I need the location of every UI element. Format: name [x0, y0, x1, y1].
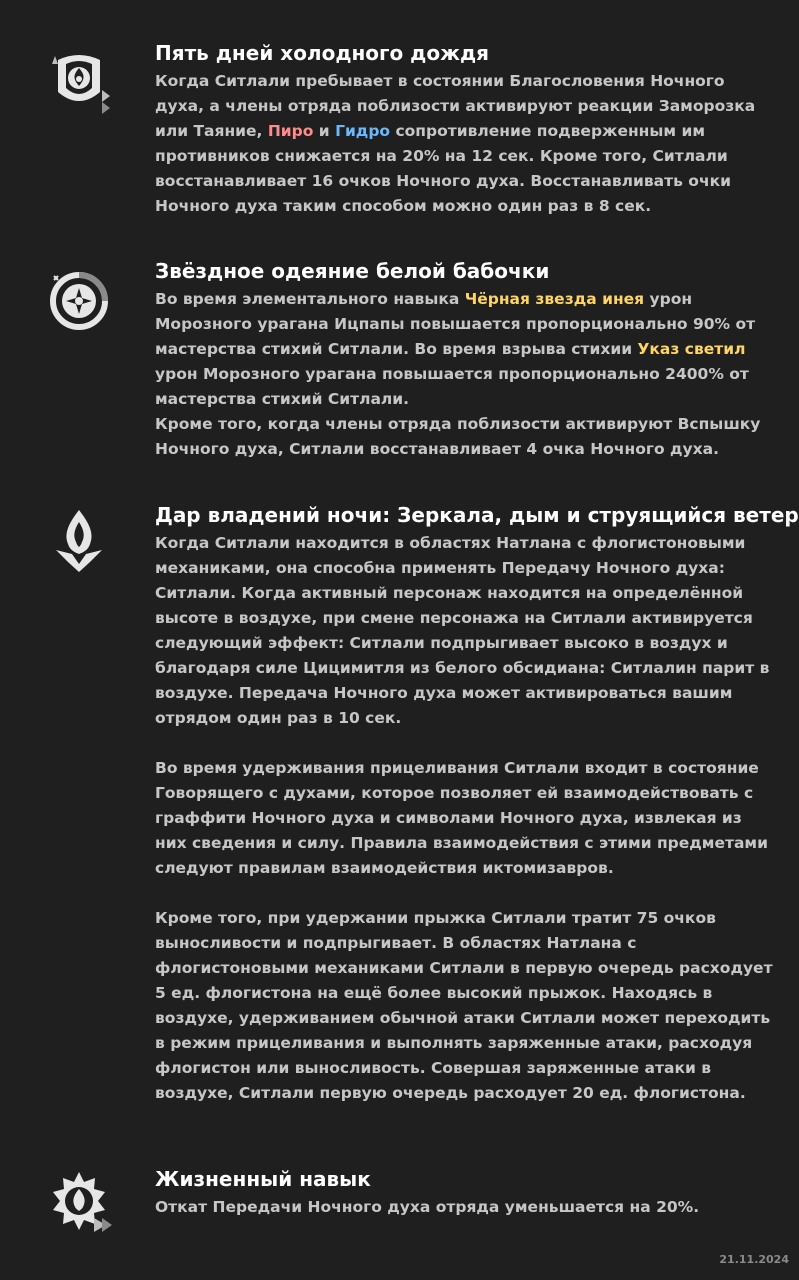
talent-title: Дар владений ночи: Зеркала, дым и струящийся ветер	[155, 503, 799, 527]
talent-paragraph-1: Когда Ситлали находится в областях Натлана с флогистоновыми механиками, она способна применять Передачу Ночного духа: Ситлали. Когда активный персонаж находится на определённой высоте в воздухе, при смене персонажа на Ситлали активируется следующий эффект: Ситлали подпрыгивает высоко в воздух и благодаря силе Цицимитля из белого обсидиана: Ситлалин парит в воздухе. Передача Ночного духа может активироваться вашим отрядом один раз в 10 сек.	[155, 534, 770, 727]
star-ring-icon	[44, 266, 114, 336]
hydro-keyword: Гидро	[335, 122, 391, 140]
sun-flame-chevron-icon	[44, 1168, 114, 1238]
text-segment: сопротивление подверженным им противников снижается на 20% на 12 сек. Кроме того, Ситлали восстанавливает 16 очков Ночного духа. Восстанавливать очки Ночного духа таким способом можно один раз в 8 сек.	[155, 122, 731, 215]
pyro-keyword: Пиро	[267, 122, 314, 140]
talent-description	[155, 287, 775, 412]
text-segment: Когда Ситлали пребывает в состоянии Благословения Ночного духа, а члены отряда поблизости активируют реакции Заморозка или Таяние,	[155, 72, 756, 140]
skill-keyword: Чёрная звезда инея	[464, 290, 645, 308]
text-segment: Во время элементального навыка	[155, 290, 465, 308]
talent-paragraph-3: Кроме того, при удержании прыжка Ситлали тратит 75 очков выносливости и подпрыгивает. В областях Натлана с флогистоновыми механиками Ситлали в первую очередь расходует 5 ед. флогистона на ещё более высокий прыжок. Находясь в воздухе, удерживанием обычной атаки Ситлали может переходить в режим прицеливания и выполнять заряженные атаки, расходуя флогистон или выносливость. Совершая заряженные атаки в воздухе, Ситлали первую очередь расходует 20 ед. флогистона.	[155, 909, 773, 1102]
text-segment: урон Морозного урагана Ицпапы повышается пропорционально 90% от мастерства стихий Ситлали. Во время взрыва стихии	[155, 290, 756, 358]
talent-title: Звёздное одеяние белой бабочки	[155, 259, 550, 283]
burst-keyword: Указ светил	[637, 340, 746, 358]
talent-4-content	[155, 1166, 775, 1220]
talent-1-content	[155, 40, 775, 219]
rain-flame-shield-icon	[44, 46, 114, 116]
date-stamp: 21.11.2024	[719, 1253, 789, 1266]
talent-title: Жизненный навык	[155, 1167, 371, 1191]
talent-description-extra: Кроме того, когда члены отряда поблизости активируют Вспышку Ночного духа, Ситлали восстанавливает 4 очка Ночного духа.	[155, 415, 761, 458]
night-flame-icon	[44, 506, 114, 576]
talent-paragraph-2: Во время удерживания прицеливания Ситлали входит в состояние Говорящего с духами, которое позволяет ей взаимодействовать с граффити Ночного духа и символами Ночного духа, извлекая из них сведения и силу. Правила взаимодействия с этими предметами следуют правилам взаимодействия иктомизавров.	[155, 759, 768, 877]
talent-2-content	[155, 258, 775, 462]
text-segment: и	[313, 122, 336, 140]
talent-title: Пять дней холодного дождя	[155, 41, 489, 65]
talent-description	[155, 69, 775, 219]
text-segment: урон Морозного урагана повышается пропорционально 2400% от мастерства стихий Ситлали.	[155, 365, 749, 408]
talent-description: Откат Передачи Ночного духа отряда уменьшается на 20%.	[155, 1198, 700, 1216]
talent-3-content	[155, 502, 799, 1106]
